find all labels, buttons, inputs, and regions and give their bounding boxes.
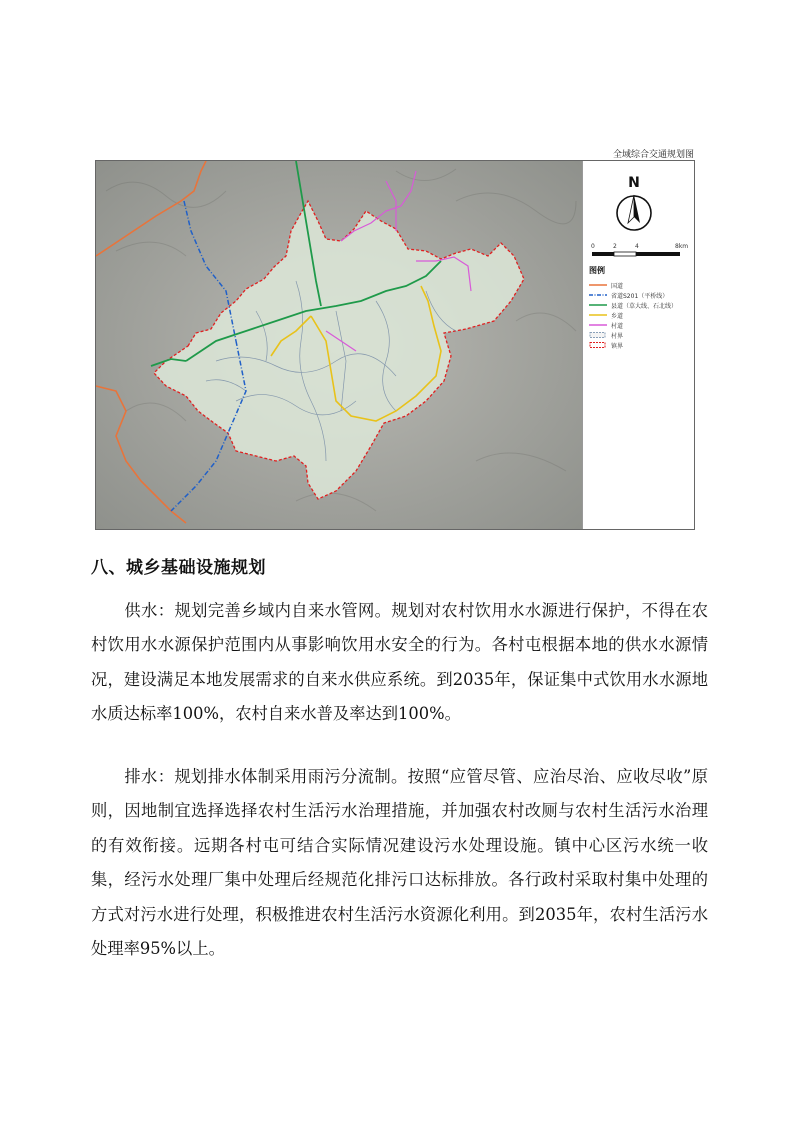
legend-title: 图例 xyxy=(589,266,605,275)
legend-label: 村道 xyxy=(611,322,624,330)
map-legend-panel xyxy=(582,161,695,529)
map-legend xyxy=(589,265,693,350)
legend-label: 乡道 xyxy=(611,312,624,320)
legend-item xyxy=(589,330,693,340)
transport-map xyxy=(95,160,695,530)
legend-label: 省道S201（平桥线） xyxy=(611,292,669,300)
map-canvas xyxy=(96,161,582,529)
section-heading: 八、城乡基础设施规划 xyxy=(91,558,266,578)
map-title: 全域综合交通规划图 xyxy=(612,150,694,160)
scale-label-2: 2 xyxy=(613,243,617,250)
legend-swatch xyxy=(589,332,607,338)
north-label: N xyxy=(628,175,640,191)
legend-swatch xyxy=(589,312,607,318)
legend-item xyxy=(589,310,693,320)
drainage-text: 排水：规划排水体制采用雨污分流制。按照“应管尽管、应治尽治、应收尽收”原则，因地制宜选择选择农村生活污水治理措施，并加强农村改厕与农村生活污水治理的有效衔接。远期各村屯可结合实际情况建设污水处理设施。镇中心区污水统一收集，经污水处理厂集中处理后经规范化排污口达标排放。各行政村采取村集中处理的方式对污水进行处理，积极推进农村生活污水资源化利用。到2035年，农村生活污水处理率95%以上。 xyxy=(91,767,708,959)
scale-label-4: 4 xyxy=(635,243,639,250)
legend-swatch xyxy=(589,322,607,328)
legend-label: 县道（草大线、石北线） xyxy=(611,302,678,310)
legend-swatch xyxy=(589,302,607,308)
water-supply-text: 供水：规划完善乡域内自来水管网。规划对农村饮用水水源进行保护，不得在农村饮用水水源保护范围内从事影响饮用水安全的行为。各村屯根据本地的供水水源情况，建设满足本地发展需求的自来水供应系统。到2035年，保证集中式饮用水水源地水质达标率100%，农村自来水普及率达到100%。 xyxy=(91,601,708,724)
legend-swatch xyxy=(589,282,607,288)
north-arrow xyxy=(611,175,657,235)
drainage-paragraph xyxy=(91,760,708,966)
scale-label-8: 8km xyxy=(675,243,689,250)
water-supply-paragraph xyxy=(91,594,708,732)
legend-label: 镇界 xyxy=(611,342,624,350)
scale-bar xyxy=(591,243,687,265)
legend-item xyxy=(589,300,693,310)
scale-bar-graphic xyxy=(592,251,684,259)
legend-label: 村界 xyxy=(611,332,624,340)
legend-item xyxy=(589,280,693,290)
compass-icon xyxy=(611,175,657,235)
legend-swatch xyxy=(589,342,607,348)
scale-label-0: 0 xyxy=(591,243,595,250)
legend-item xyxy=(589,320,693,330)
legend-item xyxy=(589,290,693,300)
legend-label: 国道 xyxy=(611,282,624,290)
legend-swatch xyxy=(589,292,607,298)
legend-item xyxy=(589,340,693,350)
